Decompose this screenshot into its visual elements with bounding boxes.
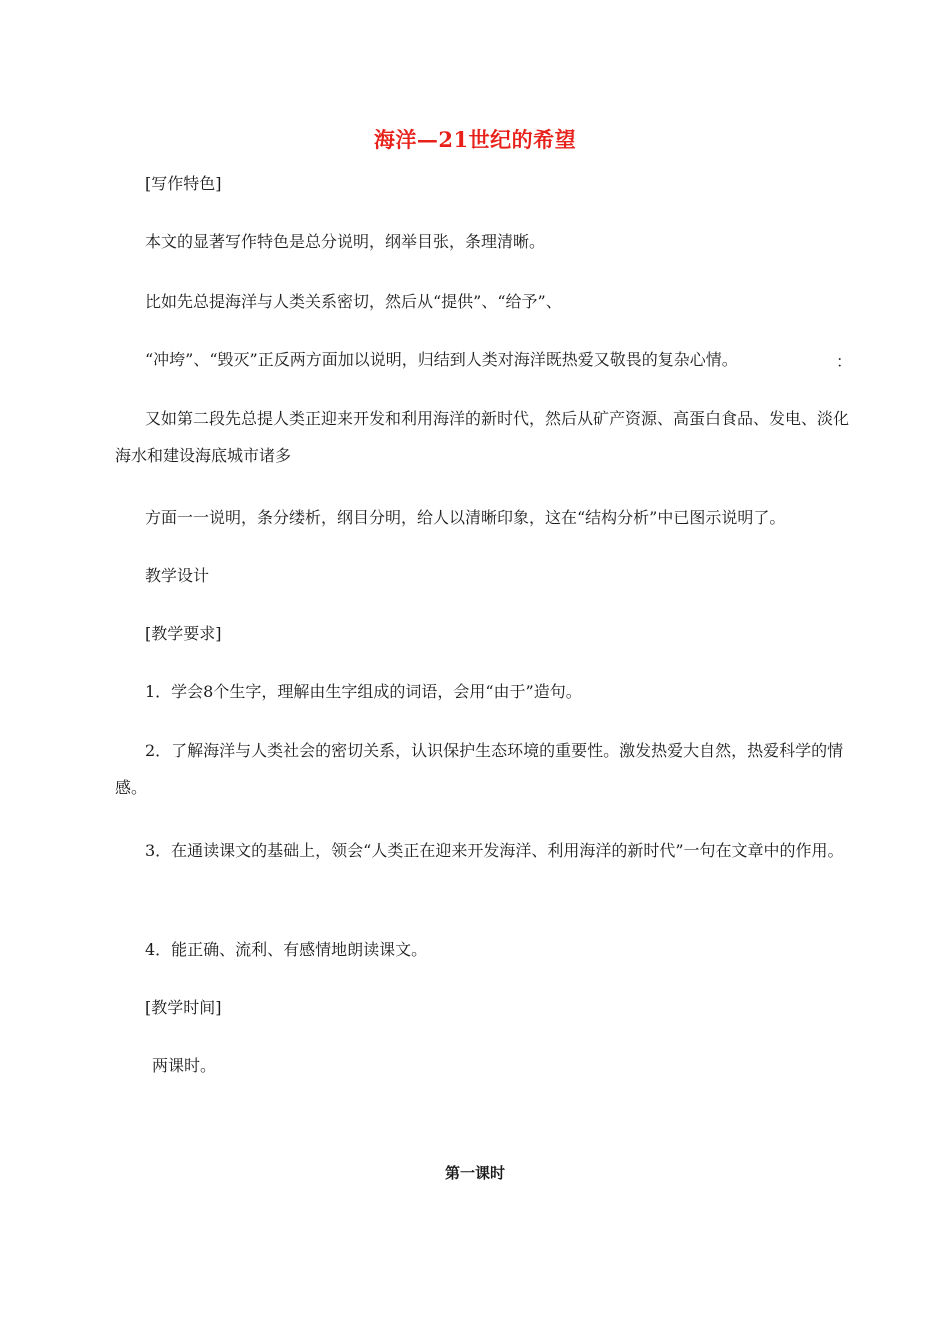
paragraph-example-1: 比如先总提海洋与人类关系密切，然后从“提供”、“给予”、 (145, 292, 562, 311)
paragraph-example-1-cont: “冲垮”、“毁灭”正反两方面加以说明，归结到人类对海洋既热爱又敬畏的复杂心情。 (145, 350, 738, 369)
paragraph-summary: 本文的显著写作特色是总分说明，纲举目张，条理清晰。 (145, 232, 546, 251)
requirement-item-3: 3．在通读课文的基础上，领会“人类正在迎来开发海洋、利用海洋的新时代”一句在文章中的作用。 (145, 841, 844, 860)
stray-colon-mark: ： (836, 352, 853, 371)
teaching-requirements-heading: [教学要求] (145, 624, 222, 643)
paragraph-example-2-cont: 方面一一说明，条分缕析，纲目分明，给人以清晰印象，这在“结构分析”中已图示说明了。 (145, 508, 786, 527)
document-title: 海洋—21世纪的希望 (373, 127, 577, 152)
teaching-time-heading: [教学时间] (145, 998, 222, 1017)
writing-features-heading: [写作特色] (145, 174, 222, 193)
paragraph-example-2: 又如第二段先总提人类正迎来开发和利用海洋的新时代，然后从矿产资源、高蛋白食品、发电、淡化海水和建设海底城市诸多 (115, 409, 850, 465)
requirement-item-1: 1．学会8个生字，理解由生字组成的词语，会用“由于”造句。 (145, 682, 582, 701)
teaching-design-heading: 教学设计 (145, 566, 210, 585)
requirement-item-2: 2．了解海洋与人类社会的密切关系，认识保护生态环境的重要性。激发热爱大自然，热爱科学的情感。 (115, 741, 844, 797)
lesson-heading: 第一课时 (444, 1164, 505, 1182)
requirement-item-4: 4．能正确、流利、有感情地朗读课文。 (145, 940, 428, 959)
teaching-time-value: 两课时。 (152, 1056, 217, 1075)
